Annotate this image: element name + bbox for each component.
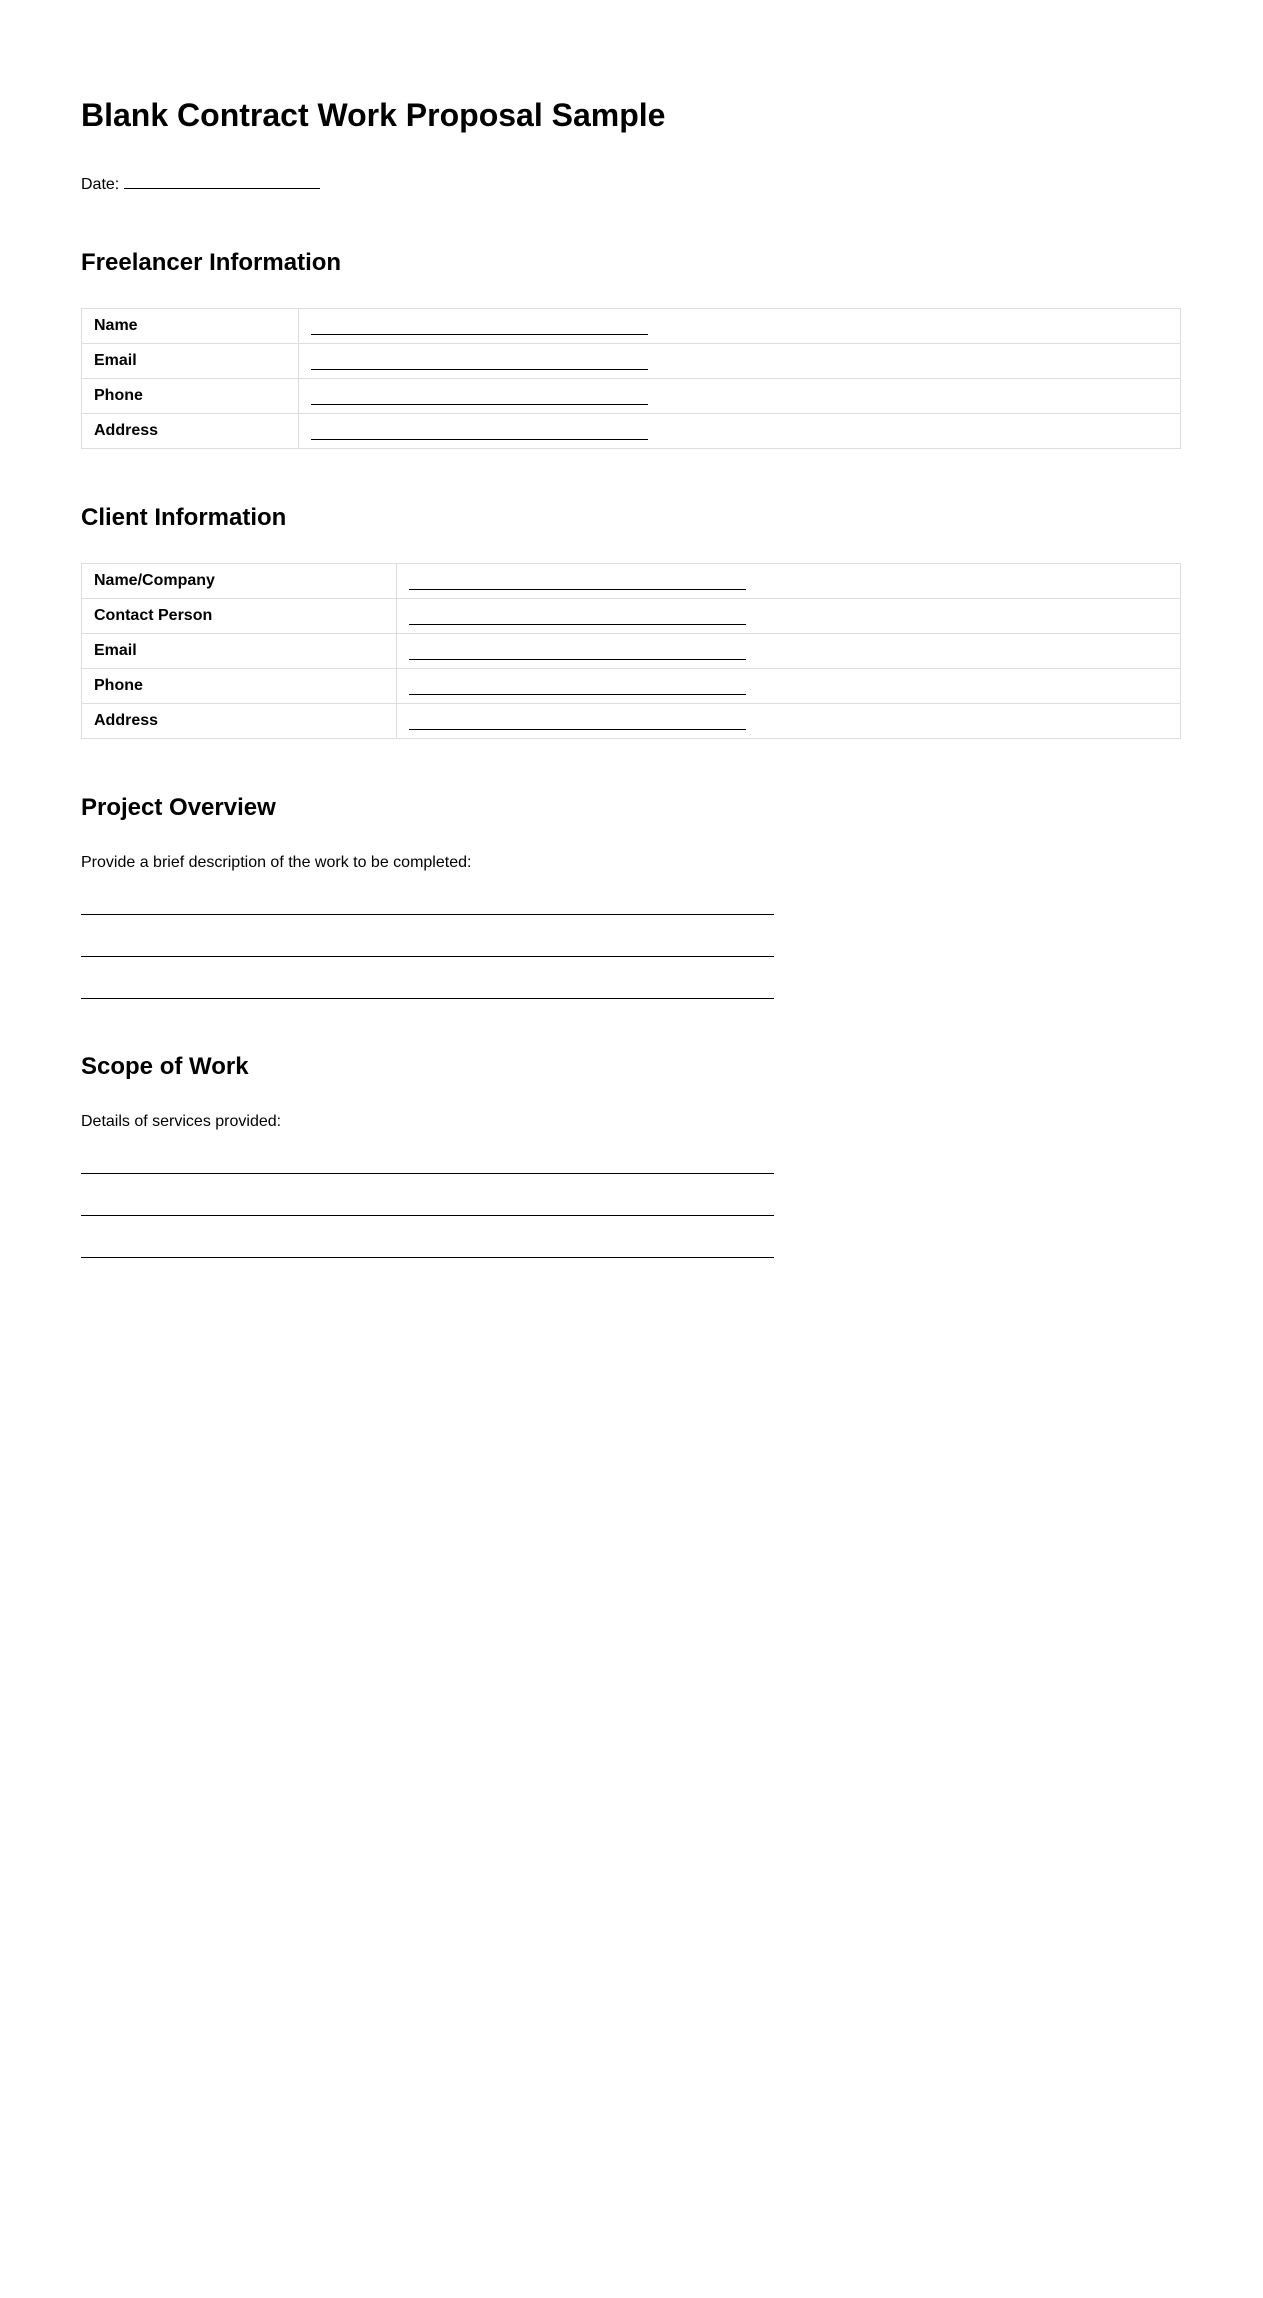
field-label: Phone bbox=[82, 379, 299, 414]
project-overview-section bbox=[81, 794, 1181, 999]
table-row bbox=[82, 669, 1181, 704]
table-row bbox=[82, 309, 1181, 344]
table-row bbox=[82, 344, 1181, 379]
table-row bbox=[82, 379, 1181, 414]
table-row bbox=[82, 704, 1181, 739]
client-address-blank[interactable] bbox=[409, 715, 746, 730]
document-title: Blank Contract Work Proposal Sample bbox=[81, 97, 666, 133]
client-contact-blank[interactable] bbox=[409, 610, 746, 625]
table-row bbox=[82, 564, 1181, 599]
table-row bbox=[82, 634, 1181, 669]
overview-write-line[interactable] bbox=[81, 977, 774, 999]
project-overview-heading: Project Overview bbox=[81, 794, 276, 821]
freelancer-info-table bbox=[81, 308, 1181, 449]
field-value bbox=[397, 564, 1181, 599]
client-email-blank[interactable] bbox=[409, 645, 746, 660]
table-row bbox=[82, 599, 1181, 634]
field-value bbox=[397, 669, 1181, 704]
field-label: Email bbox=[82, 634, 397, 669]
field-label: Phone bbox=[82, 669, 397, 704]
field-value bbox=[397, 634, 1181, 669]
date-blank-line[interactable] bbox=[124, 174, 320, 189]
client-phone-blank[interactable] bbox=[409, 680, 746, 695]
field-value bbox=[397, 704, 1181, 739]
scope-write-line[interactable] bbox=[81, 1236, 774, 1258]
client-company-blank[interactable] bbox=[409, 575, 746, 590]
freelancer-name-blank[interactable] bbox=[311, 320, 648, 335]
scope-write-line[interactable] bbox=[81, 1152, 774, 1174]
field-value bbox=[299, 414, 1181, 449]
field-label: Name/Company bbox=[82, 564, 397, 599]
project-overview-prompt: Provide a brief description of the work to be completed: bbox=[81, 854, 472, 871]
overview-write-line[interactable] bbox=[81, 893, 774, 915]
freelancer-address-blank[interactable] bbox=[311, 425, 648, 440]
date-field bbox=[81, 174, 1181, 195]
freelancer-phone-blank[interactable] bbox=[311, 390, 648, 405]
overview-write-line[interactable] bbox=[81, 935, 774, 957]
scope-of-work-prompt: Details of services provided: bbox=[81, 1113, 282, 1130]
field-label: Contact Person bbox=[82, 599, 397, 634]
field-label: Name bbox=[82, 309, 299, 344]
field-value bbox=[397, 599, 1181, 634]
client-info-table bbox=[81, 563, 1181, 739]
field-value bbox=[299, 379, 1181, 414]
scope-of-work-heading: Scope of Work bbox=[81, 1053, 249, 1080]
scope-of-work-section bbox=[81, 1053, 1181, 1258]
field-label: Email bbox=[82, 344, 299, 379]
date-label: Date: bbox=[81, 176, 120, 193]
field-value bbox=[299, 309, 1181, 344]
table-row bbox=[82, 414, 1181, 449]
field-value bbox=[299, 344, 1181, 379]
freelancer-email-blank[interactable] bbox=[311, 355, 648, 370]
client-section-heading: Client Information bbox=[81, 504, 287, 531]
freelancer-section-heading: Freelancer Information bbox=[81, 249, 342, 276]
scope-write-line[interactable] bbox=[81, 1194, 774, 1216]
field-label: Address bbox=[82, 704, 397, 739]
field-label: Address bbox=[82, 414, 299, 449]
